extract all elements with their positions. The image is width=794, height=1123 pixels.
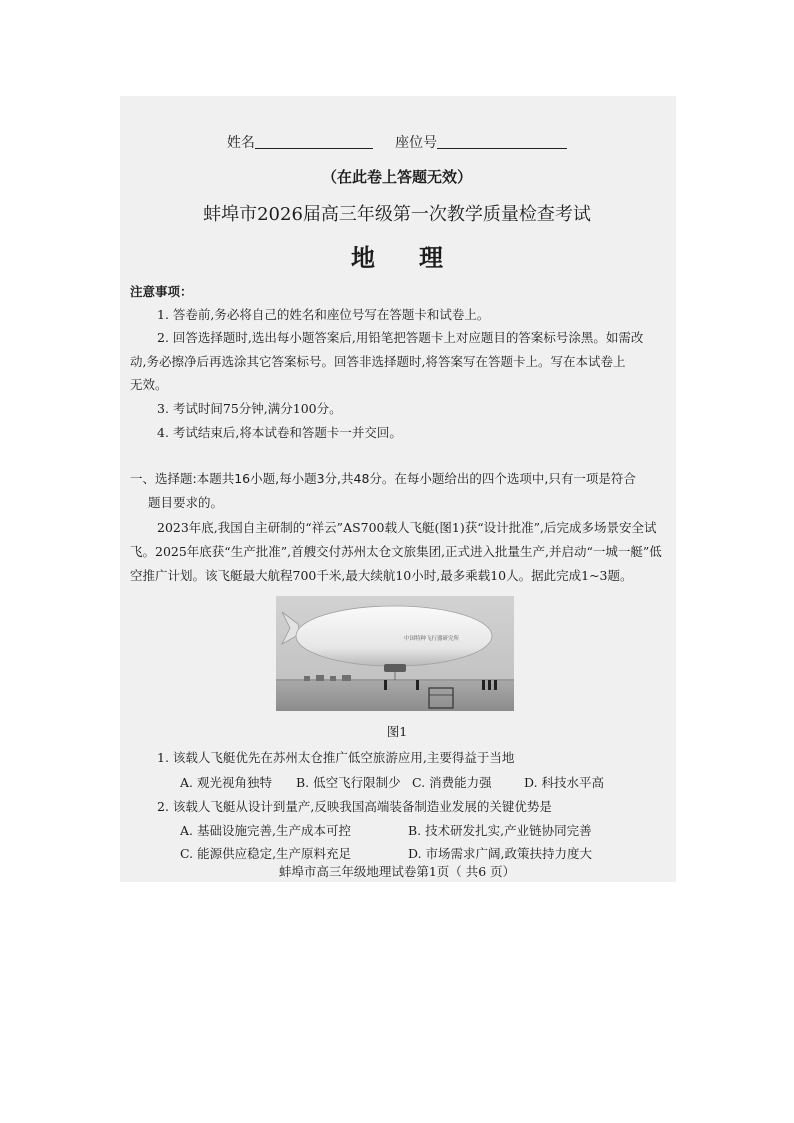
name-seat-line (0, 132, 794, 152)
question-1-option-c: C. 消费能力强 (412, 775, 492, 790)
question-2-option-a: A. 基础设施完善,生产成本可控 (180, 823, 351, 838)
question-1-option-b: B. 低空飞行限制少 (296, 775, 401, 790)
page-footer: 蚌埠市高三年级地理试卷第1页（ 共6 页） (278, 864, 516, 879)
seat-label: 座位号 (395, 135, 438, 151)
invalid-answer-notice: （在此卷上答题无效） (321, 168, 472, 186)
passage-line: 飞。2025年底获“生产批准”,首艘交付苏州太仓文旅集团,正式进入批量生产,并启动“一城一艇”低 (130, 544, 662, 559)
name-blank (255, 134, 373, 149)
note-item: 动,务必擦净后再选涂其它答案标号。回答非选择题时,将答案写在答题卡上。写在本试卷上 (130, 354, 626, 369)
question-2-option-c: C. 能源供应稳定,生产原料充足 (180, 846, 352, 861)
passage-line: 2023年底,我国自主研制的“祥云”AS700载人飞艇(图1)获“设计批准”,后完成多场景安全试 (157, 520, 657, 535)
subject-title: 地理 (351, 244, 487, 272)
note-item: 3. 考试时间75分钟,满分100分。 (157, 401, 342, 416)
section-heading: 一、选择题:本题共16小题,每小题3分,共48分。在每小题给出的四个选项中,只有一项是符合 (130, 471, 636, 486)
airship-image (276, 596, 514, 711)
note-item: 4. 考试结束后,将本试卷和答题卡一并交回。 (157, 425, 402, 440)
question-1-option-d: D. 科技水平高 (524, 775, 605, 790)
section-heading-cont: 题目要求的。 (148, 495, 224, 510)
note-item: 1. 答卷前,务必将自己的姓名和座位号写在答题卡和试卷上。 (157, 307, 490, 322)
question-2-option-d: D. 市场需求广阔,政策扶持力度大 (408, 846, 592, 861)
hull-lettering: 中国特种飞行器研究所 (404, 636, 460, 642)
airship-photo (276, 596, 514, 711)
name-label: 姓名 (226, 135, 255, 151)
note-item: 2. 回答选择题时,选出每小题答案后,用铅笔把答题卡上对应题目的答案标号涂黑。如需改 (157, 330, 644, 345)
question-1-option-a: A. 观光视角独特 (180, 775, 272, 790)
notes-heading: 注意事项： (130, 284, 193, 299)
question-2-stem: 2. 该载人飞艇从设计到量产,反映我国高端装备制造业发展的关键优势是 (157, 799, 552, 814)
figure-caption: 图1 (386, 724, 408, 739)
note-item: 无效。 (130, 377, 168, 392)
question-1-stem: 1. 该载人飞艇优先在苏州太仓推广低空旅游应用,主要得益于当地 (157, 750, 515, 765)
seat-blank (437, 134, 567, 149)
passage-line: 空推广计划。该飞艇最大航程700千米,最大续航10小时,最多乘载10人。据此完成1~3题。 (130, 568, 633, 583)
question-2-option-b: B. 技术研发扎实,产业链协同完善 (408, 823, 592, 838)
exam-title: 蚌埠市2026届高三年级第一次教学质量检查考试 (203, 204, 591, 225)
